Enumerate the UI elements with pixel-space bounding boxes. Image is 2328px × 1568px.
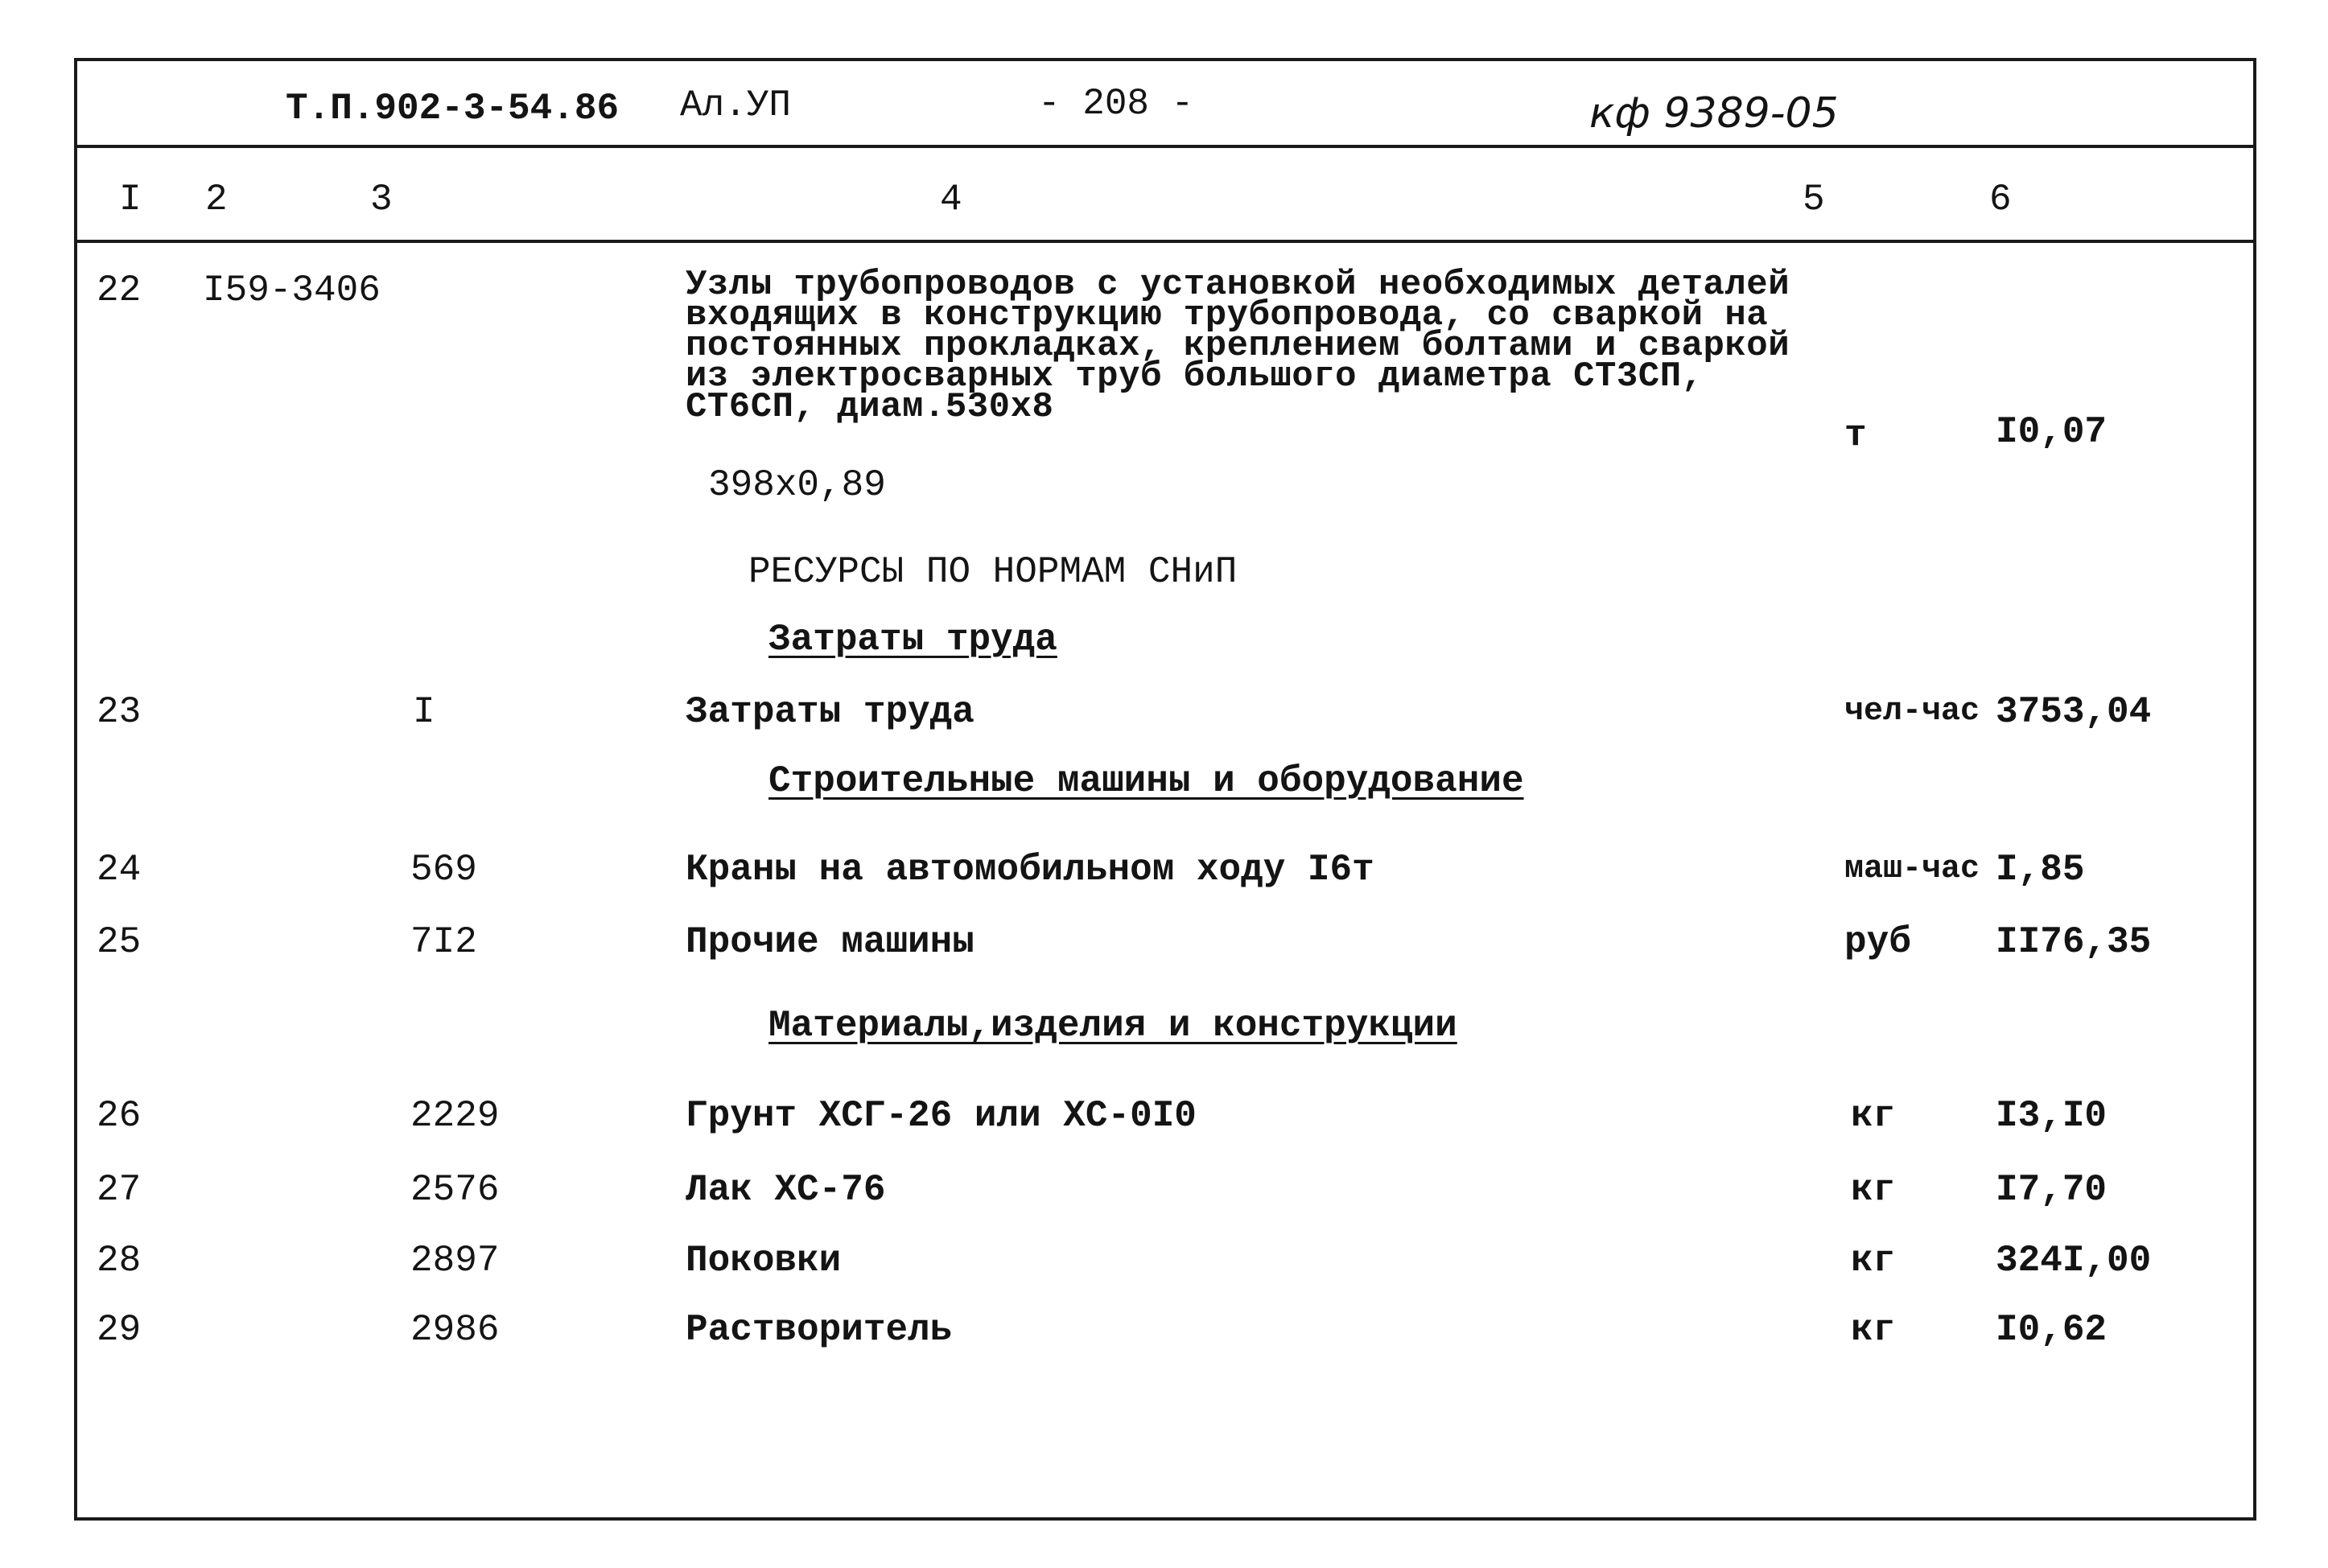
col-header-3: 3 bbox=[370, 179, 393, 220]
row-value: I3,I0 bbox=[1996, 1095, 2108, 1137]
row-number: 26 bbox=[97, 1095, 142, 1137]
row-unit: кг bbox=[1851, 1309, 1896, 1351]
section-labor: Затраты труда bbox=[768, 619, 1057, 661]
col-header-2: 2 bbox=[205, 179, 228, 220]
row-value: II76,35 bbox=[1996, 921, 2152, 963]
item22-description: Узлы трубопроводов с установкой необходимых деталей входящих в конструкцию трубопровода, со сваркой на постоянных прокладках, креплением болтами и сваркой из электросварных труб большого диаметра СТ3СП, СТ6СП, диам.530х8 bbox=[686, 265, 1790, 427]
row-code: 2986 bbox=[410, 1309, 500, 1351]
row-code: 2897 bbox=[410, 1240, 500, 1282]
row-code: 569 bbox=[410, 849, 477, 891]
page-number: - 208 - bbox=[1038, 83, 1194, 125]
row-value: I0,62 bbox=[1996, 1309, 2108, 1351]
row-number: 29 bbox=[97, 1309, 142, 1351]
row-number: 23 bbox=[97, 691, 142, 733]
row-unit: кг bbox=[1851, 1240, 1896, 1282]
row-number: 27 bbox=[97, 1169, 142, 1211]
section-materials: Материалы,изделия и конструкции bbox=[768, 1005, 1457, 1047]
row-value: 3753,04 bbox=[1996, 691, 2152, 733]
row-unit: маш-час bbox=[1844, 851, 1980, 887]
row-unit: кг bbox=[1851, 1095, 1896, 1137]
item22-code: I59-3406 bbox=[203, 270, 381, 311]
col-header-5: 5 bbox=[1803, 179, 1825, 220]
item22-value: I0,07 bbox=[1996, 411, 2108, 453]
row-code: 2576 bbox=[410, 1169, 500, 1211]
row-number: 28 bbox=[97, 1240, 142, 1282]
row-name: Грунт ХСГ-26 или ХС-0I0 bbox=[686, 1095, 1197, 1137]
resources-title: РЕСУРСЫ ПО НОРМАМ СНиП bbox=[748, 551, 1238, 593]
doc-code: Т.П.902-3-54.86 bbox=[286, 88, 620, 130]
column-header-divider bbox=[74, 240, 2256, 243]
album-label: Ал.УП bbox=[680, 84, 792, 126]
dashed-divider bbox=[93, 240, 142, 242]
item22-number: 22 bbox=[97, 270, 142, 311]
row-name: Прочие машины bbox=[686, 921, 974, 963]
row-value: I7,70 bbox=[1996, 1169, 2108, 1211]
header-divider bbox=[74, 145, 2256, 148]
col-header-4: 4 bbox=[940, 179, 962, 220]
col-header-6: 6 bbox=[1989, 179, 2012, 220]
row-number: 24 bbox=[97, 849, 142, 891]
item22-unit: т bbox=[1844, 414, 1867, 456]
row-name: Затраты труда bbox=[686, 691, 974, 733]
row-value: I,85 bbox=[1996, 849, 2085, 891]
row-unit: руб bbox=[1844, 921, 1911, 963]
row-name: Краны на автомобильном ходу I6т bbox=[686, 849, 1374, 891]
row-number: 25 bbox=[97, 921, 142, 963]
row-code: 7I2 bbox=[410, 921, 477, 963]
col-header-1: I bbox=[119, 179, 142, 220]
row-value: 324I,00 bbox=[1996, 1240, 2152, 1282]
row-unit: чел-час bbox=[1844, 693, 1980, 730]
row-code: I bbox=[413, 691, 435, 733]
row-code: 2229 bbox=[410, 1095, 500, 1137]
item22-note: 398х0,89 bbox=[708, 464, 886, 506]
row-name: Лак ХС-76 bbox=[686, 1169, 886, 1211]
archive-stamp: кф 9389-05 bbox=[1589, 89, 1839, 138]
row-unit: кг bbox=[1851, 1169, 1896, 1211]
row-name: Растворитель bbox=[686, 1309, 953, 1351]
section-machines: Строительные машины и оборудование bbox=[768, 760, 1524, 802]
row-name: Поковки bbox=[686, 1240, 842, 1282]
